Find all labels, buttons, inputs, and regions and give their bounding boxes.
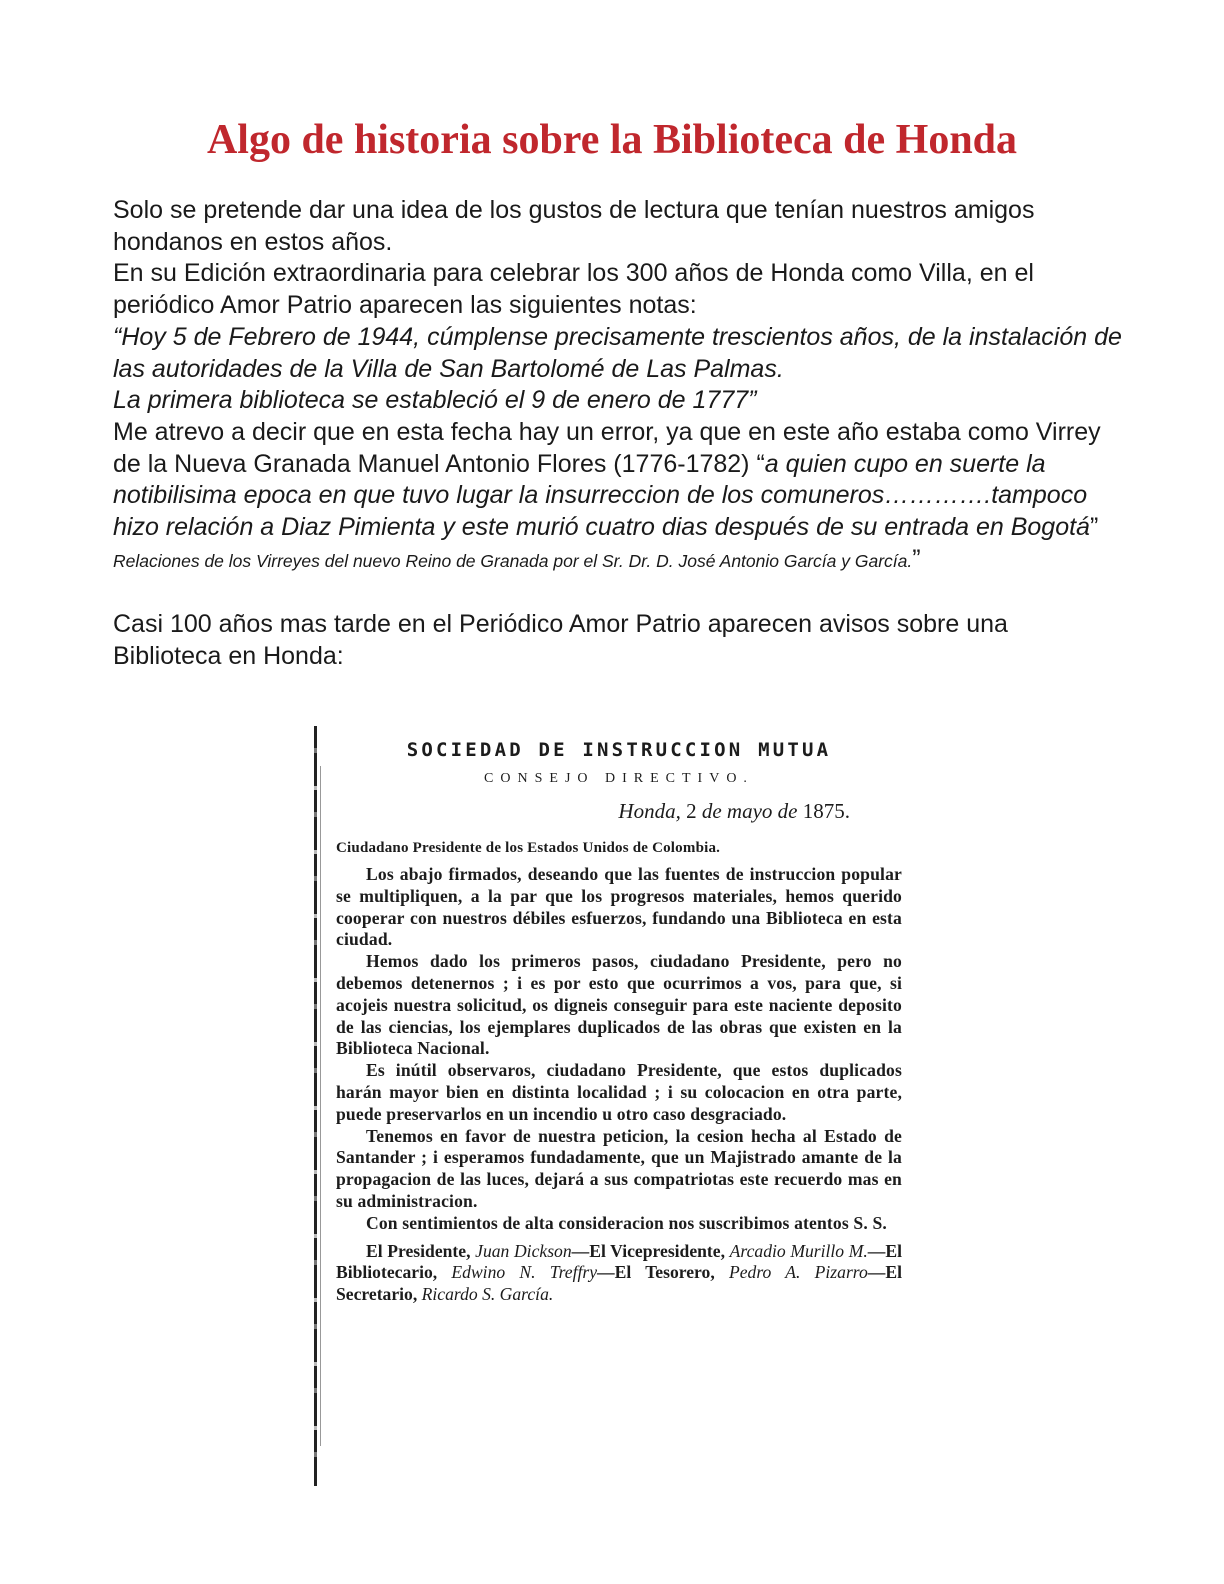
column-rule-thin <box>320 766 321 1446</box>
date-de: de <box>701 799 722 823</box>
source-citation: Relaciones de los Virreyes del nuevo Reino de Granada por el Sr. Dr. D. José Antonio García y García. <box>113 550 913 571</box>
quote-1944: “Hoy 5 de Febrero de 1944, cúmplense precisamente trescientos años, de la instalación de las autoridades de la Villa de San Bartolomé de Las Palmas. <box>113 322 1122 383</box>
error-paragraph <box>113 417 1123 578</box>
date-day: 2 <box>680 799 702 823</box>
virrey-quote: a quien cupo en suerte la notibilisima epoca en que tuvo lugar la insurreccion de los comuneros………….tampoco hizo relación a Diaz Pimienta y este murió cuatro dias después de su entrada en Bogotá <box>113 449 1090 542</box>
error-paragraph-text: Me atrevo a decir que en esta fecha hay un error, ya que en este año estaba como Virrey de la Nueva Granada Manuel Antonio Flores (1776-1782) “ <box>113 417 1101 478</box>
signature-title: —El Tesorero, <box>597 1262 729 1283</box>
column-rule <box>314 726 317 1486</box>
date-place: Honda, <box>618 799 681 823</box>
intro-paragraph: Solo se pretende dar una idea de los gustos de lectura que tenían nuestros amigos hondanos en estos años. <box>113 196 1035 256</box>
clipping-paragraph: Tenemos en favor de nuestra peticion, la cesion hecha al Estado de Santander ; i esperamos fundadamente, que un Majistrado amante de la propagacion de las luces, dejará a sus compatriotas este recuerdo mas en su administracion. <box>336 1125 902 1211</box>
quote-close: ” <box>1089 513 1099 542</box>
signature-title: El Presidente, <box>366 1240 476 1261</box>
newspaper-clipping <box>310 726 910 1486</box>
signature-name: Juan Dickson <box>475 1240 572 1261</box>
signature-name: Edwino N. Treffry <box>451 1262 598 1283</box>
clipping-salutation: Ciudadano Presidente de los Estados Unidos de Colombia. <box>336 840 721 856</box>
paragraph-gap <box>113 577 1123 609</box>
signature-name: Arcadio Murillo M. <box>729 1240 868 1261</box>
clipping-subheading: CONSEJO DIRECTIVO. <box>484 771 754 786</box>
quote-first-library: La primera biblioteca se estableció el 9 de enero de 1777” <box>113 386 757 415</box>
article-body <box>113 195 1123 673</box>
page-title: Algo de historia sobre la Biblioteca de Honda <box>206 117 1018 163</box>
signature-name: Ricardo S. García. <box>421 1284 554 1305</box>
clipping-paragraph: Los abajo firmados, deseando que las fuentes de instruccion popular se multipliquen, a la par que los progresos materiales, hemos querido cooperar con nuestros débiles esfuerzos, fundando una Biblioteca en esta ciudad. <box>336 864 902 950</box>
clipping-heading: SOCIEDAD DE INSTRUCCION MUTUA <box>406 739 832 761</box>
signature-name: Pedro A. Pizarro <box>729 1262 868 1283</box>
date-year: 1875. <box>797 799 850 823</box>
date-de: de <box>777 799 798 823</box>
clipping-signatures <box>336 1241 902 1306</box>
signature-title: —El Bibliotecario, <box>336 1240 902 1283</box>
clipping-paragraph: Es inútil observaros, ciudadano Presidente, que estos duplicados harán mayor bien en distinta localidad ; i su colocacion en otra parte, puede preservarlos en un incendio u otro caso desgraciado. <box>336 1060 902 1124</box>
date-month: mayo <box>721 799 778 823</box>
century-later-paragraph: Casi 100 años mas tarde en el Periódico Amor Patrio aparecen avisos sobre una Biblioteca en Honda: <box>113 610 1008 671</box>
clipping-paragraph: Hemos dado los primeros pasos, ciudadano Presidente, pero no debemos detenernos ; i es por esto que ocurrimos a vos, para que, si acojeis nuestra solicitud, os digneis conseguir para este naciente deposito de las ciencias, los ejemplares duplicados de las obras que existen en la Biblioteca Nacional. <box>336 951 902 1059</box>
intro-paragraph-edition: En su Edición extraordinaria para celebrar los 300 años de Honda como Villa, en el periódico Amor Patrio aparecen las siguientes notas: <box>113 259 1034 320</box>
signature-title: —El Vicepresidente, <box>571 1240 730 1261</box>
clipping-date <box>336 796 850 826</box>
signature-title: —El Secretario, <box>336 1262 902 1305</box>
clipping-paragraph: Con sentimientos de alta consideracion nos suscribimos atentos S. S. <box>366 1212 887 1233</box>
citation-close: ” <box>912 544 921 573</box>
clipping-content <box>336 736 902 1306</box>
